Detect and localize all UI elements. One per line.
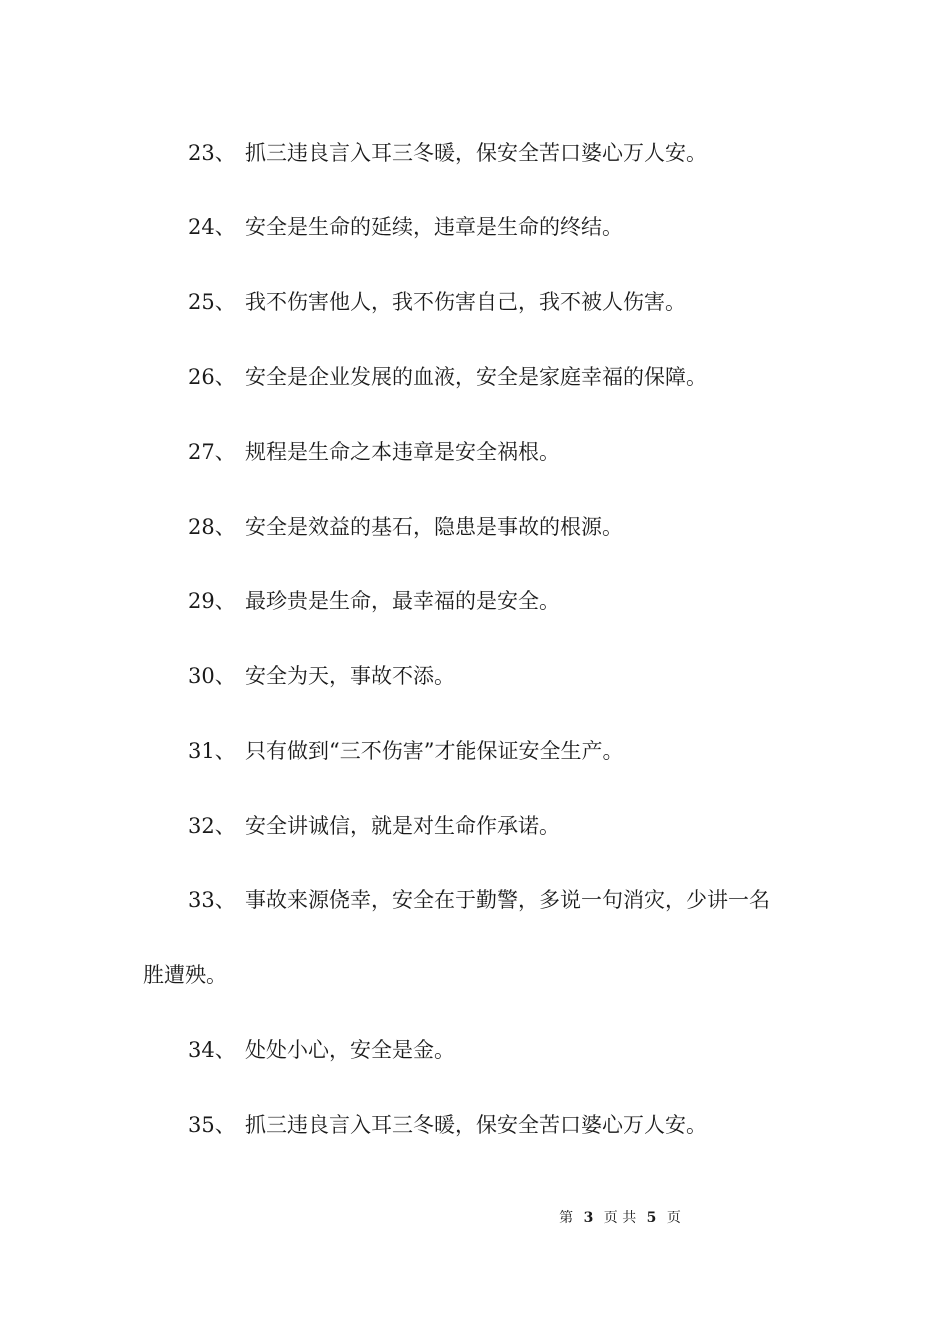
item-text: 安全讲诚信，就是对生命作承诺。 bbox=[245, 814, 560, 838]
item-text: 抓三违良言入耳三冬暖，保安全苦口婆心万人安。 bbox=[245, 141, 707, 165]
footer-prefix: 第 bbox=[559, 1210, 574, 1226]
item-number: 23、 bbox=[188, 141, 236, 165]
list-item bbox=[0, 507, 950, 547]
footer-total-pages: 5 bbox=[646, 1210, 657, 1226]
item-number: 27、 bbox=[188, 440, 236, 464]
list-item bbox=[0, 581, 950, 621]
list-item bbox=[0, 207, 950, 247]
item-text: 安全是生命的延续，违章是生命的终结。 bbox=[245, 215, 623, 239]
footer-suffix: 页 bbox=[666, 1210, 681, 1226]
item-text: 安全为天，事故不添。 bbox=[245, 664, 455, 688]
item-number: 26、 bbox=[188, 365, 236, 389]
page-footer bbox=[0, 1206, 950, 1230]
item-number: 24、 bbox=[188, 215, 236, 239]
item-number: 31、 bbox=[188, 739, 236, 763]
item-number: 35、 bbox=[188, 1113, 236, 1137]
item-text-continuation: 胜遭殃。 bbox=[143, 963, 227, 987]
item-number: 28、 bbox=[188, 515, 236, 539]
list-item bbox=[0, 731, 950, 771]
list-item bbox=[0, 432, 950, 472]
item-text: 只有做到“三不伤害”才能保证安全生产。 bbox=[245, 739, 624, 763]
footer-page-number: 3 bbox=[583, 1210, 594, 1226]
list-item bbox=[0, 282, 950, 322]
item-text: 抓三违良言入耳三冬暖，保安全苦口婆心万人安。 bbox=[245, 1113, 707, 1137]
item-number: 30、 bbox=[188, 664, 236, 688]
item-number: 34、 bbox=[188, 1038, 236, 1062]
item-text: 安全是企业发展的血液，安全是家庭幸福的保障。 bbox=[245, 365, 707, 389]
item-number: 29、 bbox=[188, 589, 236, 613]
item-number: 32、 bbox=[188, 814, 236, 838]
footer-middle: 页 共 bbox=[603, 1210, 637, 1226]
item-number: 25、 bbox=[188, 290, 236, 314]
item-text: 安全是效益的基石，隐患是事故的根源。 bbox=[245, 515, 623, 539]
item-text: 处处小心，安全是金。 bbox=[245, 1038, 455, 1062]
list-item bbox=[0, 656, 950, 696]
list-item bbox=[0, 880, 950, 920]
list-item bbox=[0, 133, 950, 173]
item-text: 最珍贵是生命，最幸福的是安全。 bbox=[245, 589, 560, 613]
item-text: 我不伤害他人，我不伤害自己，我不被人伤害。 bbox=[245, 290, 686, 314]
list-item-continuation bbox=[0, 955, 950, 995]
item-text: 事故来源侥幸，安全在于勤警，多说一句消灾，少讲一名 bbox=[245, 888, 770, 912]
list-item bbox=[0, 1105, 950, 1145]
list-item bbox=[0, 1030, 950, 1070]
list-item bbox=[0, 357, 950, 397]
item-text: 规程是生命之本违章是安全祸根。 bbox=[245, 440, 560, 464]
item-number: 33、 bbox=[188, 888, 236, 912]
list-item bbox=[0, 806, 950, 846]
